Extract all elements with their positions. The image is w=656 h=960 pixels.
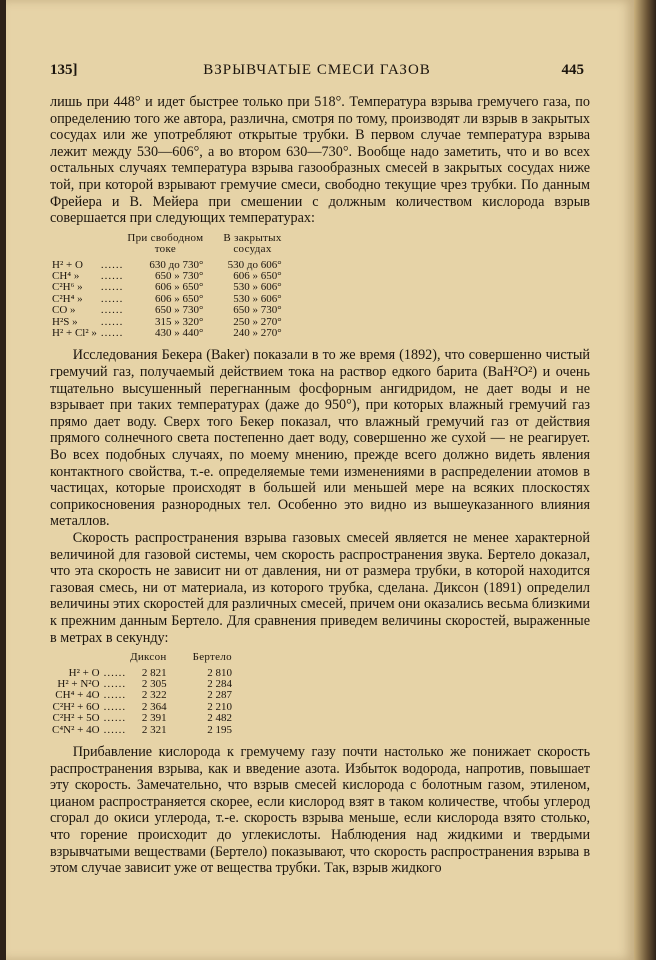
table-row: H² + O ...... 2 821 2 810 xyxy=(68,666,232,679)
table-row: C⁴N² + 4O ...... 2 321 2 195 xyxy=(52,723,232,736)
paragraph: Скорость распространения взрыва газовых смесей является не менее характерной величиной для газовой системы, чем скорость распространения звука. Бертело доказал, что эта скорость не зависит ни от давления, ни от размера трубки, в которой находится газовая смесь, ни от материала, из которого трубка, сделана. Диксон (1891) определил величины этих скоростей для различных смесей, причем они оказались весьма близкими к прежним данным Бертело. Для сравнения приведем величины скоростей, выраженные в метрах в секунду: xyxy=(50,529,590,646)
table-row: CH⁴ » ...... 650 » 730° 606 » 650° xyxy=(52,269,282,282)
page-number: 445 xyxy=(561,62,584,78)
column-header-closed-vessels: В закрытых сосудах xyxy=(223,231,282,256)
column-header-berthelot: Бертело xyxy=(192,651,232,664)
explosion-temperature-table xyxy=(50,233,284,340)
column-header-free-flow: При свободном токе xyxy=(127,231,204,256)
table-row: C²H² + 5O ...... 2 391 2 482 xyxy=(52,712,232,725)
table-row: H² + Cl² » ...... 430 » 440° 240 » 270° xyxy=(52,327,282,339)
explosion-speed-table xyxy=(50,652,234,736)
book-page-edge xyxy=(634,0,656,960)
paragraph: Исследования Бекера (Baker) показали в то же время (1892), что совершенно чистый гремучий газ, получаемый действием тока на раствор едкого барита (BaH²O²) и очень тщательно высушенный перегнанным фосфорным ангидридом, не дает воды и не взрывает при таких температурах (даже до 950°), при которых влажный гремучий газ прямо дает воду. Сверх того Бекер показал, что влажный гремучий газ от действия прямого солнечного света постепенно дает воду, совершенно же сухой — не реагирует. Во всех подобных случаях, по моему мнению, прежде всего должно видеть явления контактного свойства, т.-е. определяемые теми изменениями в распределении атомов в частицах, которые происходят в большей или меньшей мере на всяких плоскостях соприкосновения разнородных тел. Особенно это видно из вышеуказанного влияния металлов. xyxy=(50,347,590,530)
table-row: CH⁴ + 4O ...... 2 322 2 287 xyxy=(55,689,232,702)
table-row: H² + O ...... 630 до 730° 530 до 606° xyxy=(52,258,282,271)
table-row: CO » ...... 650 » 730° 650 » 730° xyxy=(52,304,282,317)
paragraph: Прибавление кислорода к гремучему газу почти настолько же понижает скорость распространения взрыва, как и введение азота. Избыток водорода, напротив, повышает эту скорость. Замечательно, что взрыв смесей кислорода с болотным газом, этиленом, цианом распространяется скорее, если кислород взят в таком количестве, чтобы углерод сгорал до окиси углерода, т.-е. скорость взрыва меньше, если кислорода взято столько, что горение происходит до углекислоты. Наблюдения над жидкими и твердыми взрывчатыми веществами (Бертело) показывают, что скорость распространения взрыва в этом случае зависит уже от вещества трубки. Так, взрыв жидкого xyxy=(50,743,590,877)
column-header-dixon: Диксон xyxy=(130,651,167,664)
page-body xyxy=(50,94,590,877)
running-title: ВЗРЫВЧАТЫЕ СМЕСИ ГАЗОВ xyxy=(203,62,431,78)
running-header xyxy=(46,62,588,84)
section-number: 135] xyxy=(50,62,78,78)
paragraph: лишь при 448° и идет быстрее только при 518°. Температура взрыва гремучего газа, по определению того же автора, различна, смотря по тому, производят ли взрыв в закрытых сосудах или же употребляют открытые трубки. В первом случае температура взрыва лежит между 530—606°, а во втором 630—730°. Вообще надо заметить, что и во всех остальных случаях температура взрыва газообразных смесей в закрытых сосудах ниже той, при которой взрывают гремучие смеси, свободно текущие чрез трубки. По данным Фрейера и В. Мейера при смешении с должным количеством кислорода взрыв совершается при следующих температурах: xyxy=(50,94,590,227)
table-row: C²H² + 6O ...... 2 364 2 210 xyxy=(52,700,232,713)
table-row: C²H⁶ » ...... 606 » 650° 530 » 606° xyxy=(52,281,282,294)
book-page xyxy=(6,0,634,960)
table-row: H² + N²O ...... 2 305 2 284 xyxy=(57,677,232,690)
table-row: H²S » ...... 315 » 320° 250 » 270° xyxy=(52,315,282,328)
table-row: C²H⁴ » ...... 606 » 650° 530 » 606° xyxy=(52,292,282,305)
